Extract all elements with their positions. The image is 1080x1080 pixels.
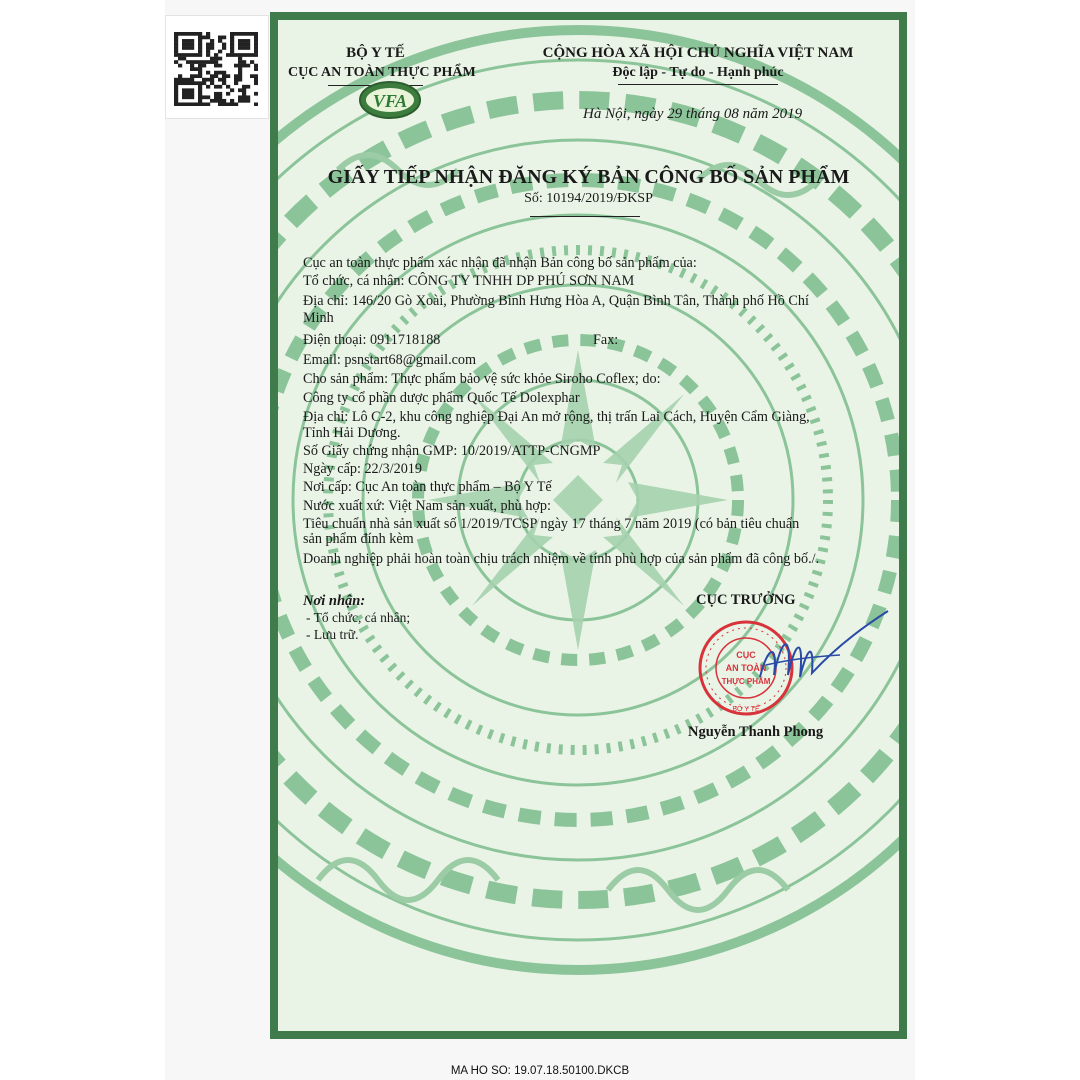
qr-module: [186, 53, 190, 57]
qr-module: [174, 32, 178, 36]
vfa-logo: [358, 80, 422, 120]
qr-module: [254, 81, 258, 85]
qr-module: [230, 88, 234, 92]
qr-module: [214, 71, 218, 75]
signer-position: CỤC TRƯỞNG: [696, 592, 796, 608]
qr-module: [190, 92, 194, 96]
qr-module: [210, 46, 214, 50]
qr-module: [246, 43, 250, 47]
qr-module: [214, 64, 218, 68]
qr-module: [226, 85, 230, 89]
stamp-line: AN TOÀN: [725, 663, 767, 673]
qr-module: [238, 67, 242, 71]
qr-module: [238, 57, 242, 61]
qr-module: [234, 78, 238, 82]
qr-module: [198, 99, 202, 103]
qr-module: [182, 88, 186, 92]
qr-module: [210, 78, 214, 82]
qr-module: [174, 50, 178, 54]
qr-module: [254, 64, 258, 68]
qr-module: [206, 78, 210, 82]
qr-module: [198, 43, 202, 47]
qr-module: [246, 39, 250, 43]
qr-module: [194, 53, 198, 57]
qr-module: [210, 39, 214, 43]
qr-module: [214, 60, 218, 64]
qr-module: [174, 78, 178, 82]
qr-module: [254, 53, 258, 57]
qr-module: [190, 64, 194, 68]
qr-module: [210, 60, 214, 64]
qr-module: [182, 81, 186, 85]
qr-module: [214, 74, 218, 78]
qr-module: [182, 102, 186, 106]
recipient-item: - Lưu trữ.: [306, 627, 359, 642]
qr-module: [190, 95, 194, 99]
qr-module: [246, 64, 250, 68]
qr-module: [206, 32, 210, 36]
document-title: GIẤY TIẾP NHẬN ĐĂNG KÝ BẢN CÔNG BỐ SẢN PHẨM: [327, 166, 850, 188]
organization-line: Tổ chức, cá nhân: CÔNG TY TNHH DP PHÚ SƠN NAM: [303, 273, 635, 289]
qr-module: [202, 95, 206, 99]
qr-module: [194, 81, 198, 85]
qr-module: [198, 64, 202, 68]
qr-module: [174, 39, 178, 43]
qr-module: [210, 99, 214, 103]
qr-module: [218, 102, 222, 106]
qr-module: [214, 53, 218, 57]
qr-module: [190, 74, 194, 78]
qr-module: [242, 46, 246, 50]
qr-module: [174, 99, 178, 103]
stamp-ring-text: BỘ Y TẾ: [732, 706, 760, 713]
qr-module: [190, 43, 194, 47]
qr-module: [190, 39, 194, 43]
qr-module: [186, 46, 190, 50]
stamp-line: THỰC PHẨM: [721, 677, 771, 686]
qr-module: [230, 102, 234, 106]
qr-module: [238, 43, 242, 47]
qr-module: [186, 78, 190, 82]
issue-date-line: Ngày cấp: 22/3/2019: [303, 461, 422, 477]
manufacturer-line: Công ty cổ phần dược phẩm Quốc Tế Dolexphar: [303, 390, 580, 406]
qr-module: [242, 32, 246, 36]
place-date: Hà Nội, ngày 29 tháng 08 năm 2019: [583, 106, 803, 122]
qr-module: [202, 81, 206, 85]
qr-module: [246, 99, 250, 103]
qr-module: [226, 53, 230, 57]
qr-module: [186, 60, 190, 64]
qr-module: [242, 53, 246, 57]
qr-module: [198, 67, 202, 71]
phone-line: Điện thoại: 0911718188: [303, 332, 441, 348]
qr-module: [182, 46, 186, 50]
qr-module: [186, 102, 190, 106]
qr-module: [174, 81, 178, 85]
qr-module: [182, 32, 186, 36]
qr-module: [214, 57, 218, 61]
qr-module: [174, 85, 178, 89]
qr-module: [174, 95, 178, 99]
qr-module: [210, 74, 214, 78]
qr-module: [254, 74, 258, 78]
qr-module: [230, 53, 234, 57]
qr-module: [218, 64, 222, 68]
qr-module: [238, 46, 242, 50]
qr-module: [214, 92, 218, 96]
qr-module: [222, 78, 226, 82]
qr-module: [246, 53, 250, 57]
qr-module: [254, 102, 258, 106]
qr-module: [218, 95, 222, 99]
qr-module: [198, 71, 202, 75]
qr-module: [198, 85, 202, 89]
document-number: Số: 10194/2019/ĐKSP: [524, 191, 653, 206]
recipients-label: Nơi nhận:: [303, 593, 366, 609]
motto-underline: [618, 84, 778, 85]
qr-module: [226, 92, 230, 96]
qr-module: [222, 36, 226, 40]
manufacturer-address-cont: Tỉnh Hải Dương.: [303, 425, 401, 441]
qr-module: [182, 43, 186, 47]
qr-module: [246, 32, 250, 36]
qr-module: [238, 74, 242, 78]
qr-module: [190, 46, 194, 50]
qr-module: [254, 39, 258, 43]
recipient-item: - Tổ chức, cá nhân;: [306, 610, 411, 625]
qr-module: [202, 64, 206, 68]
qr-module: [190, 88, 194, 92]
qr-module: [186, 39, 190, 43]
stamp-line: CỤC: [736, 650, 756, 660]
manufacturer-address-line: Địa chỉ: Lô C-2, khu công nghiệp Đại An mở rộng, thị trấn Lai Cách, Huyện Cẩm Giàng,: [303, 409, 810, 425]
qr-module: [242, 60, 246, 64]
qr-module: [254, 46, 258, 50]
qr-module: [198, 102, 202, 106]
qr-module: [174, 92, 178, 96]
qr-module: [218, 85, 222, 89]
handwritten-signature: [748, 605, 893, 690]
qr-module: [218, 78, 222, 82]
qr-module: [254, 32, 258, 36]
qr-module: [238, 32, 242, 36]
qr-module: [222, 81, 226, 85]
qr-module: [174, 88, 178, 92]
gmp-line: Số Giấy chứng nhận GMP: 10/2019/ATTP-CNGMP: [303, 443, 601, 459]
qr-module: [202, 78, 206, 82]
qr-module: [254, 36, 258, 40]
qr-module: [234, 74, 238, 78]
qr-module: [234, 53, 238, 57]
qr-module: [178, 81, 182, 85]
qr-module: [222, 46, 226, 50]
qr-module: [198, 50, 202, 54]
qr-module: [246, 46, 250, 50]
qr-module: [186, 95, 190, 99]
qr-module: [230, 43, 234, 47]
ministry-name: BỘ Y TẾ: [346, 45, 405, 61]
qr-module: [182, 57, 186, 61]
qr-module: [222, 102, 226, 106]
qr-module: [218, 57, 222, 61]
qr-module: [250, 74, 254, 78]
qr-module: [194, 60, 198, 64]
qr-module: [238, 95, 242, 99]
qr-module: [198, 39, 202, 43]
qr-module: [222, 43, 226, 47]
address-line-cont: Minh: [303, 310, 334, 326]
certificate-frame: [270, 12, 907, 1039]
qr-module: [190, 53, 194, 57]
standard-line: Tiêu chuẩn nhà sản xuất số 1/2019/TCSP ngày 17 tháng 7 năm 2019 (có bản tiêu chuẩn: [303, 516, 800, 532]
qr-module: [206, 85, 210, 89]
qr-module: [178, 64, 182, 68]
qr-module: [238, 39, 242, 43]
qr-module: [198, 92, 202, 96]
qr-module: [254, 92, 258, 96]
qr-module: [174, 36, 178, 40]
qr-module: [218, 71, 222, 75]
qr-module: [218, 39, 222, 43]
qr-module: [206, 53, 210, 57]
qr-module: [218, 92, 222, 96]
qr-module: [242, 39, 246, 43]
qr-module: [230, 46, 234, 50]
qr-module: [174, 102, 178, 106]
qr-module: [242, 88, 246, 92]
qr-module: [198, 60, 202, 64]
qr-module: [198, 53, 202, 57]
national-motto: Độc lập - Tự do - Hạnh phúc: [612, 65, 784, 80]
qr-module: [202, 60, 206, 64]
qr-module: [206, 46, 210, 50]
qr-module: [254, 43, 258, 47]
qr-module: [206, 50, 210, 54]
certificate-paper: [278, 20, 899, 1031]
qr-module: [178, 78, 182, 82]
product-line: Cho sản phẩm: Thực phẩm bảo vệ sức khỏe Siroho Coflex; do:: [303, 371, 661, 387]
email-line: Email: psnstart68@gmail.com: [303, 352, 477, 368]
qr-module: [186, 88, 190, 92]
qr-module: [242, 95, 246, 99]
qr-module: [194, 102, 198, 106]
qr-module: [186, 32, 190, 36]
dossier-code: MA HO SO: 19.07.18.50100.DKCB: [450, 1065, 630, 1077]
address-line: Địa chỉ: 146/20 Gò Xoài, Phường Bình Hưng Hòa A, Quận Bình Tân, Thành phố Hồ Chí: [303, 293, 809, 309]
qr-module: [238, 64, 242, 68]
qr-module: [190, 81, 194, 85]
issued-by-line: Nơi cấp: Cục An toàn thực phẩm – Bộ Y Tế: [303, 479, 552, 495]
qr-module: [210, 57, 214, 61]
qr-module: [198, 95, 202, 99]
qr-module: [174, 46, 178, 50]
qr-module: [210, 81, 214, 85]
qr-module: [178, 32, 182, 36]
qr-module: [222, 99, 226, 103]
qr-module: [194, 67, 198, 71]
qr-module: [230, 50, 234, 54]
qr-module: [198, 36, 202, 40]
qr-module: [202, 102, 206, 106]
qr-module: [194, 74, 198, 78]
qr-module: [230, 36, 234, 40]
qr-module: [250, 32, 254, 36]
qr-module: [186, 81, 190, 85]
qr-module: [178, 57, 182, 61]
intro-line: Cục an toàn thực phẩm xác nhận đã nhận Bản công bố sản phẩm của:: [303, 255, 697, 271]
qr-module: [214, 99, 218, 103]
qr-module: [226, 74, 230, 78]
qr-module: [234, 32, 238, 36]
republic-name: CỘNG HÒA XÃ HỘI CHỦ NGHĨA VIỆT NAM: [542, 45, 854, 61]
qr-module: [186, 43, 190, 47]
qr-module: [178, 53, 182, 57]
qr-module: [230, 99, 234, 103]
qr-module: [182, 92, 186, 96]
qr-module: [186, 92, 190, 96]
qr-module: [242, 64, 246, 68]
qr-module: [226, 102, 230, 106]
qr-module: [194, 32, 198, 36]
qr-module: [178, 74, 182, 78]
qr-module: [234, 81, 238, 85]
fax-line: Fax:: [593, 332, 619, 348]
qr-module: [190, 102, 194, 106]
qr-module: [242, 85, 246, 89]
qr-module: [246, 95, 250, 99]
qr-module: [218, 50, 222, 54]
qr-module: [174, 53, 178, 57]
qr-code: [165, 15, 269, 119]
qr-module: [206, 95, 210, 99]
qr-module: [198, 74, 202, 78]
qr-module: [242, 99, 246, 103]
qr-module: [206, 102, 210, 106]
qr-module: [222, 74, 226, 78]
qr-module: [182, 95, 186, 99]
qr-module: [222, 71, 226, 75]
qr-module: [246, 85, 250, 89]
qr-module: [174, 60, 178, 64]
qr-code-pattern: [174, 32, 258, 106]
qr-module: [238, 78, 242, 82]
qr-module: [254, 50, 258, 54]
qr-module: [190, 67, 194, 71]
qr-module: [190, 32, 194, 36]
qr-module: [190, 60, 194, 64]
qr-module: [250, 60, 254, 64]
qr-module: [234, 64, 238, 68]
qr-module: [190, 78, 194, 82]
standard-line-cont: sản phẩm đính kèm: [303, 531, 414, 547]
qr-module: [242, 43, 246, 47]
qr-module: [238, 99, 242, 103]
qr-module: [206, 60, 210, 64]
qr-module: [210, 43, 214, 47]
qr-module: [230, 32, 234, 36]
qr-module: [178, 102, 182, 106]
title-underline: [530, 216, 640, 217]
qr-module: [206, 43, 210, 47]
qr-module: [218, 99, 222, 103]
qr-module: [182, 39, 186, 43]
qr-module: [214, 95, 218, 99]
qr-module: [174, 43, 178, 47]
qr-module: [198, 81, 202, 85]
signer-name: Nguyễn Thanh Phong: [688, 724, 824, 740]
qr-module: [238, 88, 242, 92]
qr-module: [182, 53, 186, 57]
qr-module: [238, 53, 242, 57]
qr-module: [242, 92, 246, 96]
qr-module: [182, 78, 186, 82]
department-name: CỤC AN TOÀN THỰC PHẨM: [288, 65, 476, 80]
qr-module: [254, 78, 258, 82]
qr-module: [206, 36, 210, 40]
qr-module: [206, 71, 210, 75]
qr-module: [234, 102, 238, 106]
qr-module: [198, 32, 202, 36]
qr-module: [202, 36, 206, 40]
origin-line: Nước xuất xứ: Việt Nam sản xuất, phù hợp:: [303, 498, 551, 514]
vfa-logo-text: VFA: [372, 91, 408, 111]
responsibility-line: Doanh nghiệp phải hoàn toàn chịu trách nhiệm về tính phù hợp của sản phẩm đã công bố./.: [303, 551, 820, 567]
qr-module: [214, 85, 218, 89]
qr-module: [250, 53, 254, 57]
qr-module: [238, 60, 242, 64]
qr-module: [198, 46, 202, 50]
qr-module: [238, 71, 242, 75]
qr-module: [218, 36, 222, 40]
qr-module: [230, 39, 234, 43]
qr-module: [254, 67, 258, 71]
qr-module: [198, 88, 202, 92]
